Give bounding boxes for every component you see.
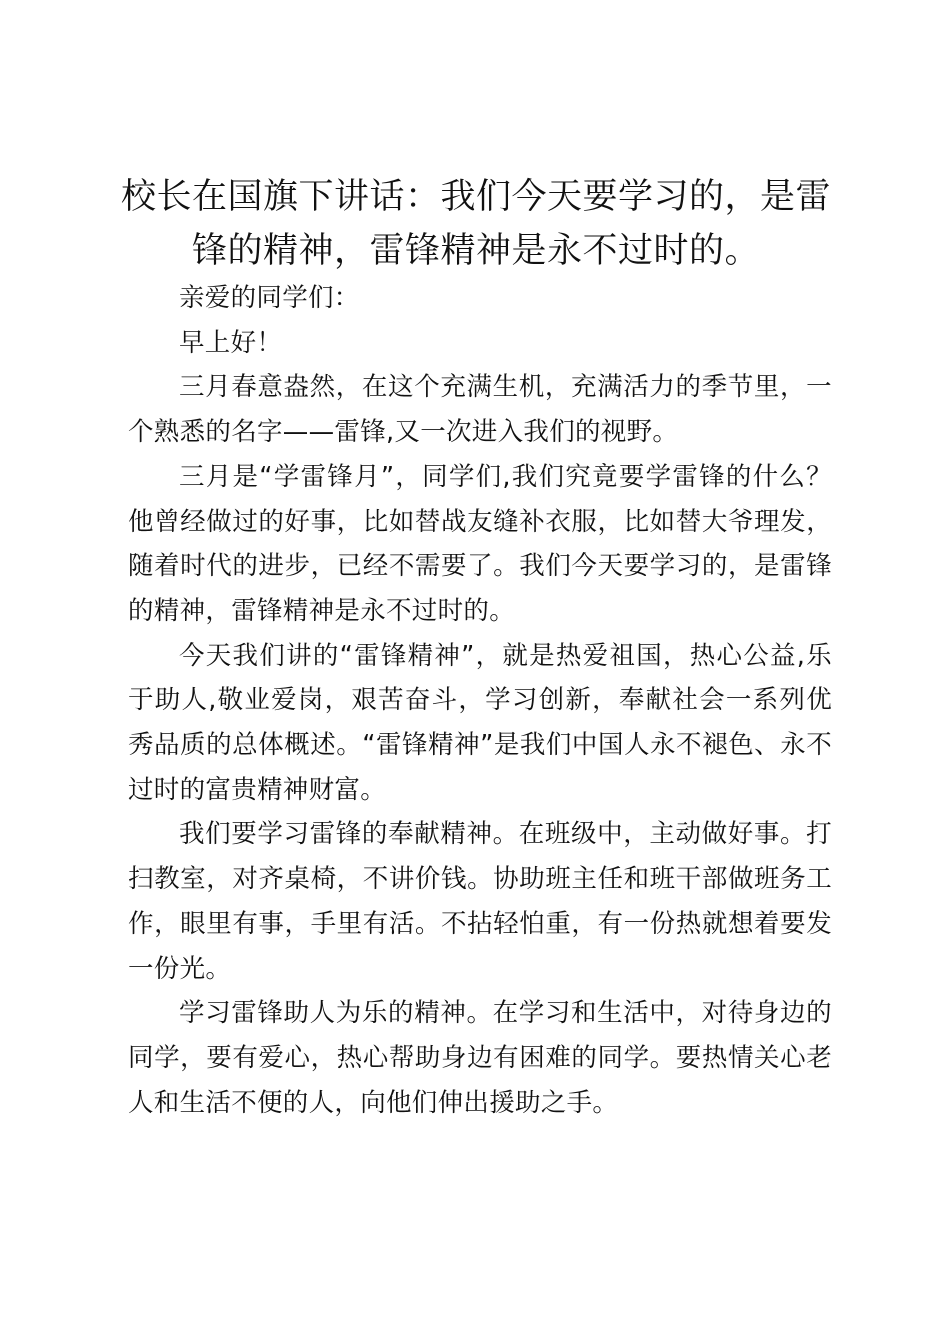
- salutation: 亲爱的同学们：: [179, 283, 360, 313]
- paragraph: 今天我们讲的“雷锋精神”，就是热爱祖国，热心公益,乐于助人,敬业爱岗，艰苦奋斗，学习创新，奉献社会一系列优秀品质的总体概述。“雷锋精神”是我们中国人永不褪色、永不过时的富贵精神财富。: [128, 640, 832, 805]
- paragraph: 三月是“学雷锋月”，同学们,我们究竟要学雷锋的什么？他曾经做过的好事，比如替战友缝补衣服，比如替大爷理发，随着时代的进步，已经不需要了。我们今天要学习的，是雷锋的精神，雷锋精神是永不过时的。: [128, 461, 832, 626]
- paragraph: 三月春意盎然，在这个充满生机，充满活力的季节里，一个熟悉的名字——雷锋,又一次进入我们的视野。: [128, 372, 832, 448]
- greeting: 早上好！: [179, 327, 283, 358]
- document-body: [128, 276, 832, 1125]
- paragraph: 我们要学习雷锋的奉献精神。在班级中，主动做好事。打扫教室，对齐桌椅，不讲价钱。协助班主任和班干部做班务工作，眼里有事，手里有活。不拈轻怕重，有一份热就想着要发一份光。: [128, 819, 832, 984]
- paragraph: 学习雷锋助人为乐的精神。在学习和生活中，对待身边的同学，要有爱心，热心帮助身边有困难的同学。要热情关心老人和生活不便的人，向他们伸出援助之手。: [128, 998, 832, 1118]
- document-title: 校长在国旗下讲话：我们今天要学习的，是雷锋的精神，雷锋精神是永不过时的。: [120, 177, 831, 271]
